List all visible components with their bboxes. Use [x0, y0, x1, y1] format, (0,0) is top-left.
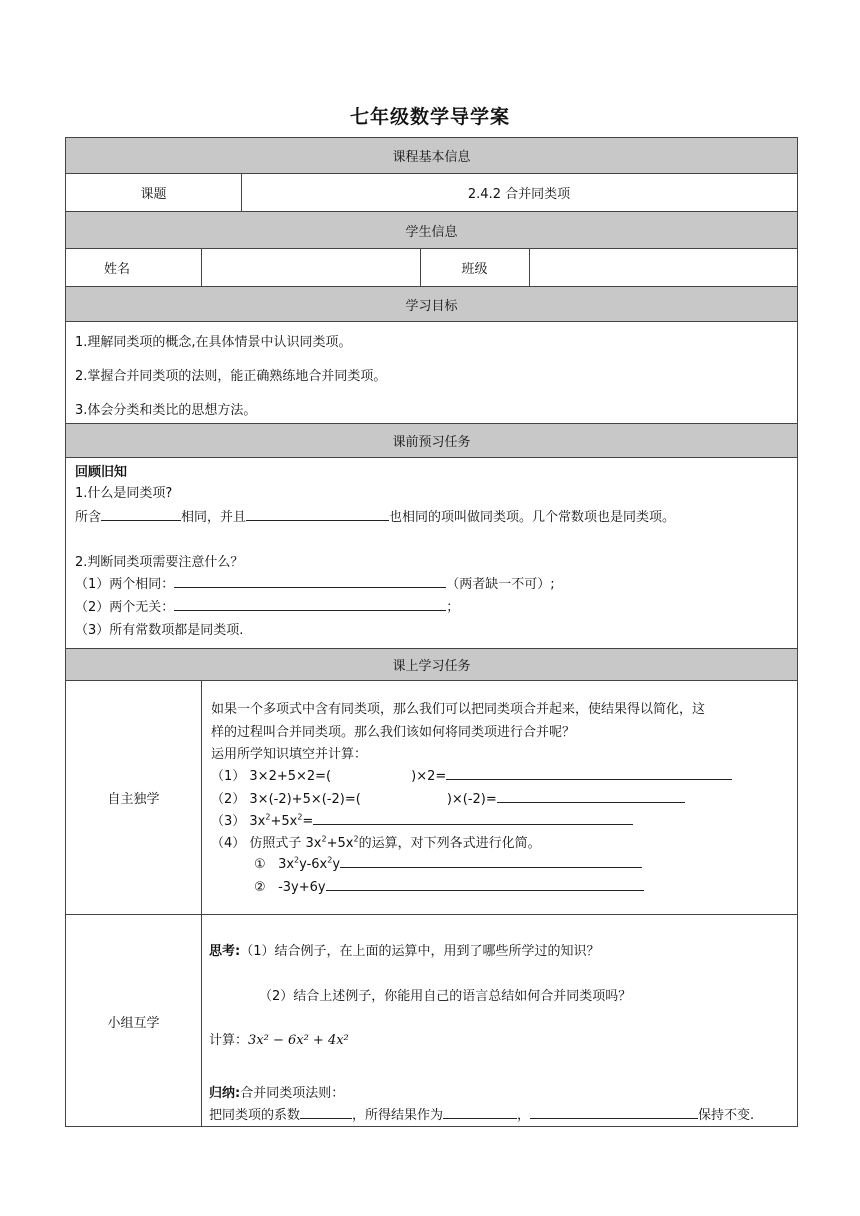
preview-item-3: （3）所有常数项都是同类项. — [75, 623, 244, 638]
text-segment: ， — [517, 1108, 531, 1123]
class-field[interactable] — [529, 249, 797, 286]
text-segment: )×2= — [411, 769, 447, 784]
calc-label: 计算： — [209, 1033, 249, 1048]
section-header-basic: 课程基本信息 — [66, 138, 797, 174]
blank-3[interactable] — [174, 574, 446, 588]
text-segment: 把同类项的系数 — [209, 1108, 301, 1123]
text-segment: （2）两个无关： — [75, 600, 175, 615]
circled-number: ② — [254, 880, 266, 895]
exponent: 2 — [327, 855, 333, 865]
name-field[interactable] — [201, 249, 420, 286]
course-value: 2.4.2 合并同类项 — [467, 187, 571, 202]
text-segment: ，所得结果作为 — [352, 1108, 444, 1123]
text-segment: = — [302, 814, 314, 829]
self-study-label: 自主独学 — [107, 792, 160, 807]
sub-exercise-1 — [254, 854, 642, 872]
section-header-preview: 课前预习任务 — [66, 424, 797, 458]
text-segment: 所含 — [75, 510, 102, 525]
text-segment: -3y+6y — [278, 880, 326, 895]
goal-item: 2.掌握合并同类项的法则，能正确熟练地合并同类项。 — [75, 369, 387, 384]
preview-block — [66, 458, 797, 649]
group-study-row — [66, 915, 797, 1127]
document-title: 七年级数学导学案 — [349, 106, 510, 128]
course-label: 课题 — [140, 187, 167, 202]
blank-unchanged[interactable] — [530, 1105, 698, 1119]
preview-question-1: 1.什么是同类项? — [75, 486, 173, 501]
exponent: 2 — [321, 834, 327, 844]
exercise-3 — [211, 810, 633, 829]
text-segment: 合并同类项法则： — [240, 1086, 345, 1101]
blank-1[interactable] — [101, 507, 181, 521]
text-segment: 的运算，对下列各式进行化简。 — [358, 836, 541, 851]
text-segment: （1）结合例子，在上面的运算中，用到了哪些所学过的知识？ — [240, 944, 600, 959]
exponent: 2 — [353, 834, 359, 844]
instruction: 运用所学知识填空并计算： — [211, 747, 368, 762]
exercise-1 — [211, 765, 732, 784]
text-segment: 也相同的项叫做同类项。几个常数项也是同类项。 — [389, 510, 676, 525]
blank-2[interactable] — [246, 507, 389, 521]
rule-line — [209, 1104, 754, 1123]
answer-blank[interactable] — [340, 854, 642, 868]
preview-item-1 — [75, 573, 555, 592]
calc-expression: 3x² − 6x² + 4x² — [248, 1033, 349, 1048]
group-study-label: 小组互学 — [107, 1015, 160, 1031]
think-line-2: （2）结合上述例子，你能用自己的语言总结如何合并同类项吗？ — [259, 989, 632, 1004]
text-segment: 3x — [278, 857, 295, 872]
preview-question-2: 2.判断同类项需要注意什么？ — [75, 555, 244, 570]
section-header-student: 学生信息 — [66, 212, 797, 249]
text-segment: y-6x — [299, 857, 328, 872]
answer-blank[interactable] — [446, 766, 732, 780]
text-segment: 保持不变. — [698, 1108, 755, 1123]
self-study-row — [66, 681, 797, 915]
text-segment: （2） 3×(-2)+5×(-2)=( — [211, 792, 361, 807]
exponent: 2 — [265, 812, 271, 822]
text-segment: ； — [446, 600, 460, 615]
student-info-row — [66, 249, 797, 287]
text-segment: （1） 3×2+5×2=( — [211, 769, 332, 784]
text-segment: +5x — [270, 814, 298, 829]
text-segment: （3） 3x — [211, 814, 266, 829]
exponent: 2 — [294, 855, 300, 865]
text-segment: +5x — [326, 836, 354, 851]
class-label: 班级 — [461, 262, 488, 277]
preview-item-2 — [75, 596, 459, 615]
goal-item: 1.理解同类项的概念,在具体情景中认识同类项。 — [75, 335, 352, 350]
summary-label: 归纳: — [209, 1086, 241, 1101]
calc-line — [209, 1029, 349, 1048]
answer-blank[interactable] — [313, 811, 633, 825]
blank-result[interactable] — [443, 1105, 517, 1119]
lesson-plan-table — [65, 137, 798, 1127]
exponent: 2 — [297, 812, 303, 822]
section-header-goals: 学习目标 — [66, 287, 797, 322]
summary-line — [209, 1082, 344, 1101]
goal-item: 3.体会分类和类比的思想方法。 — [75, 403, 257, 418]
intro-line-1: 如果一个多项式中含有同类项，那么我们可以把同类项合并起来，使结果得以简化，这 — [211, 702, 706, 717]
text-segment: 相同，并且 — [181, 510, 247, 525]
text-segment: （1）两个相同： — [75, 577, 175, 592]
think-line-1 — [209, 940, 599, 959]
course-row — [66, 174, 797, 212]
preview-answer-1 — [75, 506, 675, 525]
think-label: 思考: — [209, 944, 241, 959]
sub-exercise-2 — [254, 877, 644, 895]
exercise-4 — [211, 832, 541, 851]
exercise-2 — [211, 788, 685, 807]
text-segment: （两者缺一不可）; — [446, 577, 555, 592]
section-header-class: 课上学习任务 — [66, 649, 797, 681]
circled-number: ① — [254, 857, 266, 872]
intro-line-2: 样的过程叫合并同类项。那么我们该如何将同类项进行合并呢？ — [211, 725, 576, 740]
blank-coefficient[interactable] — [300, 1105, 352, 1119]
goals-block — [66, 322, 797, 424]
preview-heading: 回顾旧知 — [75, 465, 128, 480]
text-segment: y — [332, 857, 341, 872]
answer-blank[interactable] — [497, 789, 685, 803]
text-segment: （4） 仿照式子 3x — [211, 836, 322, 851]
name-label: 姓名 — [104, 262, 131, 277]
text-segment: )×(-2)= — [446, 792, 497, 807]
blank-4[interactable] — [174, 597, 446, 611]
answer-blank[interactable] — [326, 877, 644, 891]
